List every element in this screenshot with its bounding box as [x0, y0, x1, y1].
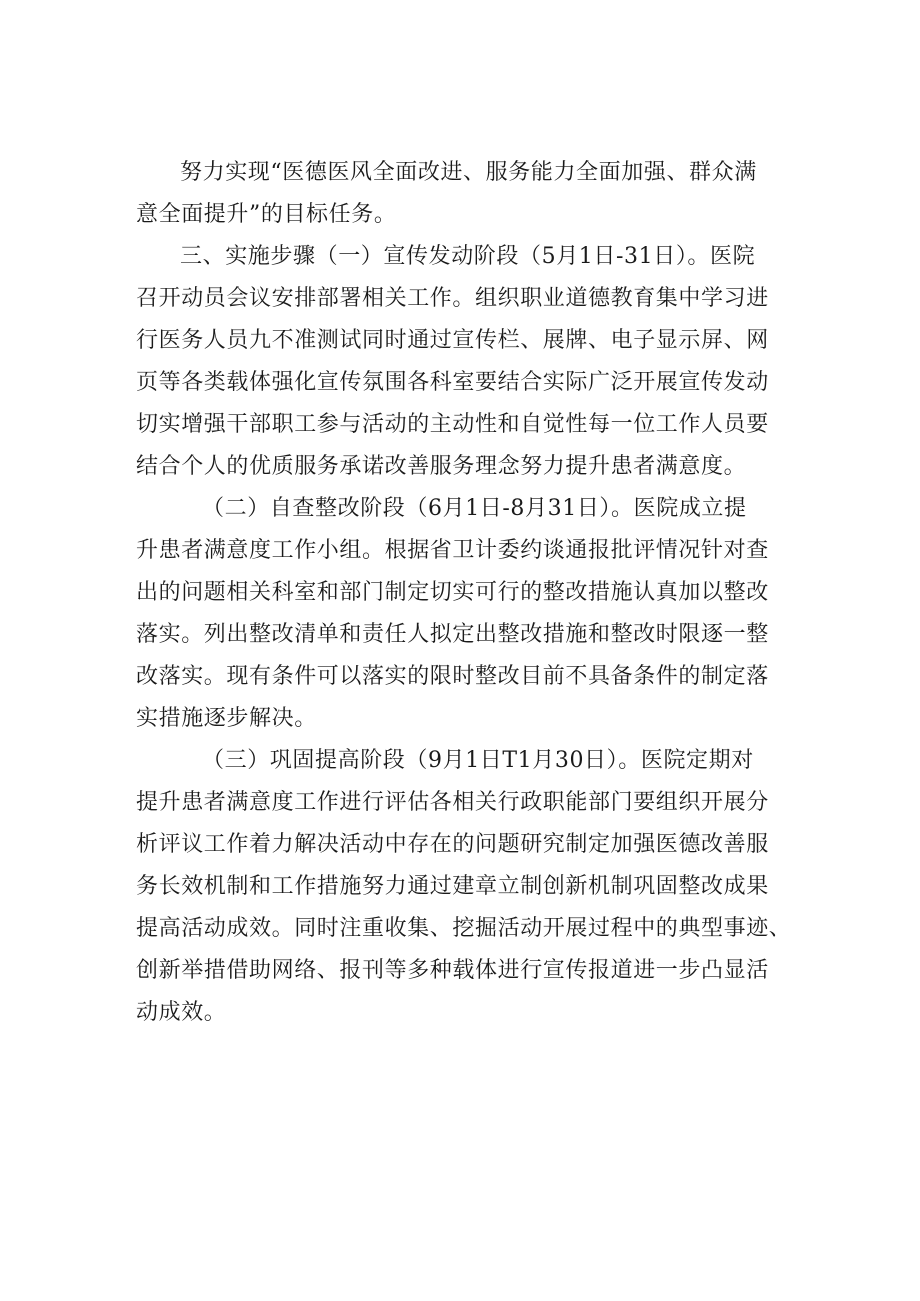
- text-line: 三、实施步骤（一）宣传发动阶段（5月1日-31日）。医院: [180, 244, 756, 269]
- paragraph-steps-publicity: [136, 236, 796, 488]
- text-line: 落实。列出整改清单和责任人拟定出整改措施和整改时限逐一整: [136, 622, 769, 647]
- text-line: 改落实。现有条件可以落实的限时整改目前不具备条件的制定落: [136, 664, 769, 689]
- text-line: 提高活动成效。同时注重收集、挖掘活动开展过程中的典型事迹、: [136, 916, 792, 941]
- text-line: 创新举措借助网络、报刊等多种载体进行宣传报道进一步凸显活: [136, 958, 769, 983]
- paragraph-goal: [136, 152, 796, 236]
- text-line: 提升患者满意度工作进行评估各相关行政职能部门要组织开展分: [136, 790, 769, 815]
- text-line: 结合个人的优质服务承诺改善服务理念努力提升患者满意度。: [136, 454, 747, 479]
- text-line: 出的问题相关科室和部门制定切实可行的整改措施认真加以整改: [136, 580, 769, 605]
- text-line: 召开动员会议安排部署相关工作。组织职业道德教育集中学习进: [136, 286, 769, 311]
- text-line: 析评议工作着力解决活动中存在的问题研究制定加强医德改善服: [136, 832, 769, 857]
- document-body: [136, 152, 796, 1034]
- paragraph-self-inspection: [136, 488, 796, 740]
- text-line: 升患者满意度工作小组。根据省卫计委约谈通报批评情况针对查: [136, 538, 769, 563]
- text-line: 意全面提升”的目标任务。: [136, 202, 397, 227]
- text-line: 务长效机制和工作措施努力通过建章立制创新机制巩固整改成果: [136, 874, 769, 899]
- text-line: 努力实现“医德医风全面改进、服务能力全面加强、群众满: [180, 160, 757, 185]
- text-line: 行医务人员九不准测试同时通过宣传栏、展牌、电子显示屏、网: [136, 328, 769, 353]
- text-line: 动成效。: [136, 1000, 227, 1025]
- paragraph-consolidation: [136, 740, 796, 1034]
- text-line: 实措施逐步解决。: [136, 706, 317, 731]
- text-line: 页等各类载体强化宣传氛围各科室要结合实际广泛开展宣传发动: [136, 370, 769, 395]
- text-line: 切实增强干部职工参与活动的主动性和自觉性每一位工作人员要: [136, 412, 769, 437]
- text-line: （三）巩固提高阶段（9月1日T1月30日）。医院定期对: [202, 748, 754, 773]
- text-line: （二）自查整改阶段（6月1日-8月31日）。医院成立提: [202, 496, 747, 521]
